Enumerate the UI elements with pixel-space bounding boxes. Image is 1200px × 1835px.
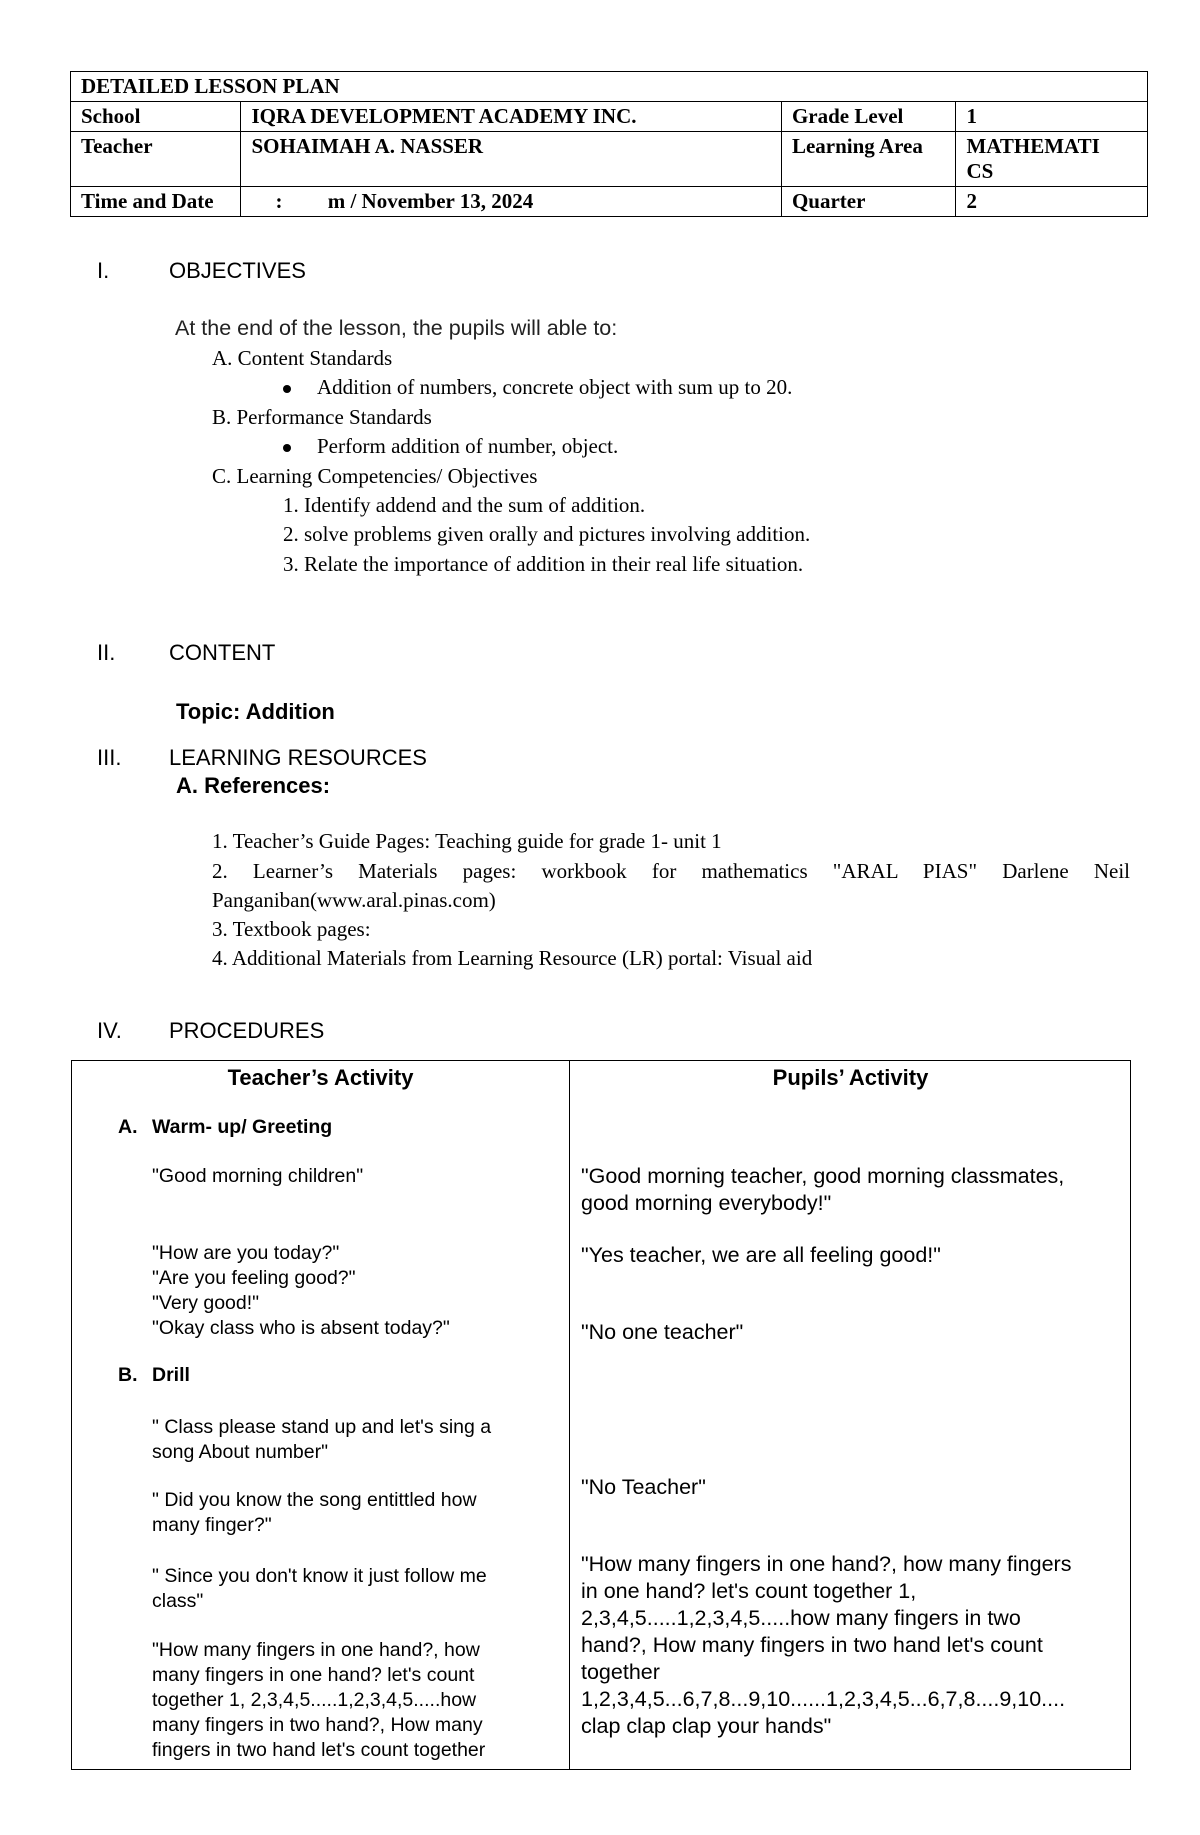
- teacher-line: class": [152, 1590, 204, 1612]
- time-value: m / November 13, 2024: [327, 189, 534, 213]
- competency-item: 2. solve problems given orally and pictures involving addition.: [283, 522, 811, 546]
- procedures-table: [71, 1060, 1131, 1770]
- drill-letter: B.: [118, 1364, 138, 1386]
- area-label: Learning Area: [781, 132, 955, 187]
- quarter-value: 2: [956, 187, 1148, 217]
- warmup-title: Warm- up/ Greeting: [152, 1116, 333, 1138]
- warmup-letter: A.: [118, 1116, 138, 1138]
- pupil-line: in one hand? let's count together 1,: [581, 1579, 917, 1603]
- teacher-line: " Class please stand up and let's sing a: [152, 1416, 492, 1438]
- competency-item: 1. Identify addend and the sum of addition.: [283, 493, 646, 517]
- header-title: DETAILED LESSON PLAN: [71, 72, 1148, 102]
- teacher-line: many fingers in one hand? let's count: [152, 1664, 475, 1686]
- teacher-line: many fingers in two hand?, How many: [152, 1714, 483, 1736]
- teacher-line: "How many fingers in one hand?, how: [152, 1639, 480, 1661]
- objectives-title: OBJECTIVES: [169, 258, 306, 283]
- teacher-line: "Are you feeling good?": [152, 1267, 356, 1289]
- pupil-line: 1,2,3,4,5...6,7,8...9,10......1,2,3,4,5...6,7,8....9,10....: [581, 1687, 1066, 1711]
- pupil-line: "Yes teacher, we are all feeling good!": [581, 1243, 941, 1267]
- teacher-line: together 1, 2,3,4,5.....1,2,3,4,5.....how: [152, 1689, 477, 1711]
- quarter-label: Quarter: [781, 187, 955, 217]
- objectives-num: I.: [97, 258, 110, 283]
- teacher-label: Teacher: [71, 132, 241, 187]
- pupil-line: "No one teacher": [581, 1320, 744, 1344]
- objectives-intro: At the end of the lesson, the pupils will able to:: [175, 316, 618, 340]
- column-divider: [569, 1061, 570, 1769]
- teacher-line: "Very good!": [152, 1292, 260, 1314]
- reference-item: 1. Teacher’s Guide Pages: Teaching guide for grade 1- unit 1: [212, 829, 722, 853]
- reference-item-continued: Panganiban(www.aral.pinas.com): [212, 888, 496, 912]
- pupil-line: together: [581, 1660, 660, 1684]
- pupil-line: "Good morning teacher, good morning classmates,: [581, 1164, 1065, 1188]
- teacher-line: "Okay class who is absent today?": [152, 1317, 450, 1339]
- area-value: [956, 132, 1148, 187]
- pupil-line: 2,3,4,5.....1,2,3,4,5.....how many fingers in two: [581, 1606, 1021, 1630]
- teacher-value: SOHAIMAH A. NASSER: [241, 132, 782, 187]
- procedures-title: PROCEDURES: [169, 1018, 325, 1043]
- pupil-line: "How many fingers in one hand?, how many fingers: [581, 1552, 1072, 1576]
- teacher-line: "Good morning children": [152, 1165, 364, 1187]
- teacher-activity-header: Teacher’s Activity: [227, 1065, 414, 1090]
- references-subheading: A. References:: [176, 773, 331, 798]
- content-standards-bullet: Addition of numbers, concrete object with sum up to 20.: [317, 375, 793, 399]
- topic-line: Topic: Addition: [176, 699, 335, 724]
- time-value-cell: [241, 187, 782, 217]
- teacher-line: many finger?": [152, 1514, 272, 1536]
- resources-title: LEARNING RESOURCES: [169, 745, 427, 770]
- performance-standards-bullet: Perform addition of number, object.: [317, 434, 619, 458]
- pupils-activity-header: Pupils’ Activity: [772, 1065, 929, 1090]
- resources-num: III.: [97, 745, 122, 770]
- competencies-label: C. Learning Competencies/ Objectives: [212, 464, 538, 488]
- pupil-line: good morning everybody!": [581, 1191, 832, 1215]
- grade-label: Grade Level: [781, 102, 955, 132]
- time-colon: :: [275, 189, 283, 213]
- school-label: School: [71, 102, 241, 132]
- school-value: IQRA DEVELOPMENT ACADEMY INC.: [241, 102, 782, 132]
- reference-item: 2. Learner’s Materials pages: workbook for mathematics "ARAL PIAS" Darlene Neil: [212, 859, 1130, 883]
- teacher-line: " Since you don't know it just follow me: [152, 1565, 487, 1587]
- grade-value: 1: [956, 102, 1148, 132]
- content-title: CONTENT: [169, 640, 276, 665]
- reference-item: 4. Additional Materials from Learning Resource (LR) portal: Visual aid: [212, 946, 813, 970]
- drill-title: Drill: [152, 1364, 190, 1386]
- teacher-line: song About number": [152, 1441, 329, 1463]
- time-label: Time and Date: [71, 187, 241, 217]
- reference-item: 3. Textbook pages:: [212, 917, 371, 941]
- content-num: II.: [97, 640, 116, 665]
- teacher-line: fingers in two hand let's count together: [152, 1739, 486, 1761]
- performance-standards-label: B. Performance Standards: [212, 405, 432, 429]
- pupil-line: clap clap clap your hands": [581, 1714, 832, 1738]
- header-table: [70, 71, 1148, 217]
- area-value-line1: MATHEMATI: [966, 134, 1100, 158]
- pupil-line: "No Teacher": [581, 1475, 706, 1499]
- procedures-num: IV.: [97, 1018, 122, 1043]
- pupil-line: hand?, How many fingers in two hand let's count: [581, 1633, 1043, 1657]
- competency-item: 3. Relate the importance of addition in their real life situation.: [283, 552, 804, 576]
- area-value-line2: CS: [966, 159, 994, 183]
- teacher-line: " Did you know the song entittled how: [152, 1489, 477, 1511]
- content-standards-label: A. Content Standards: [212, 346, 393, 370]
- teacher-line: "How are you today?": [152, 1242, 340, 1264]
